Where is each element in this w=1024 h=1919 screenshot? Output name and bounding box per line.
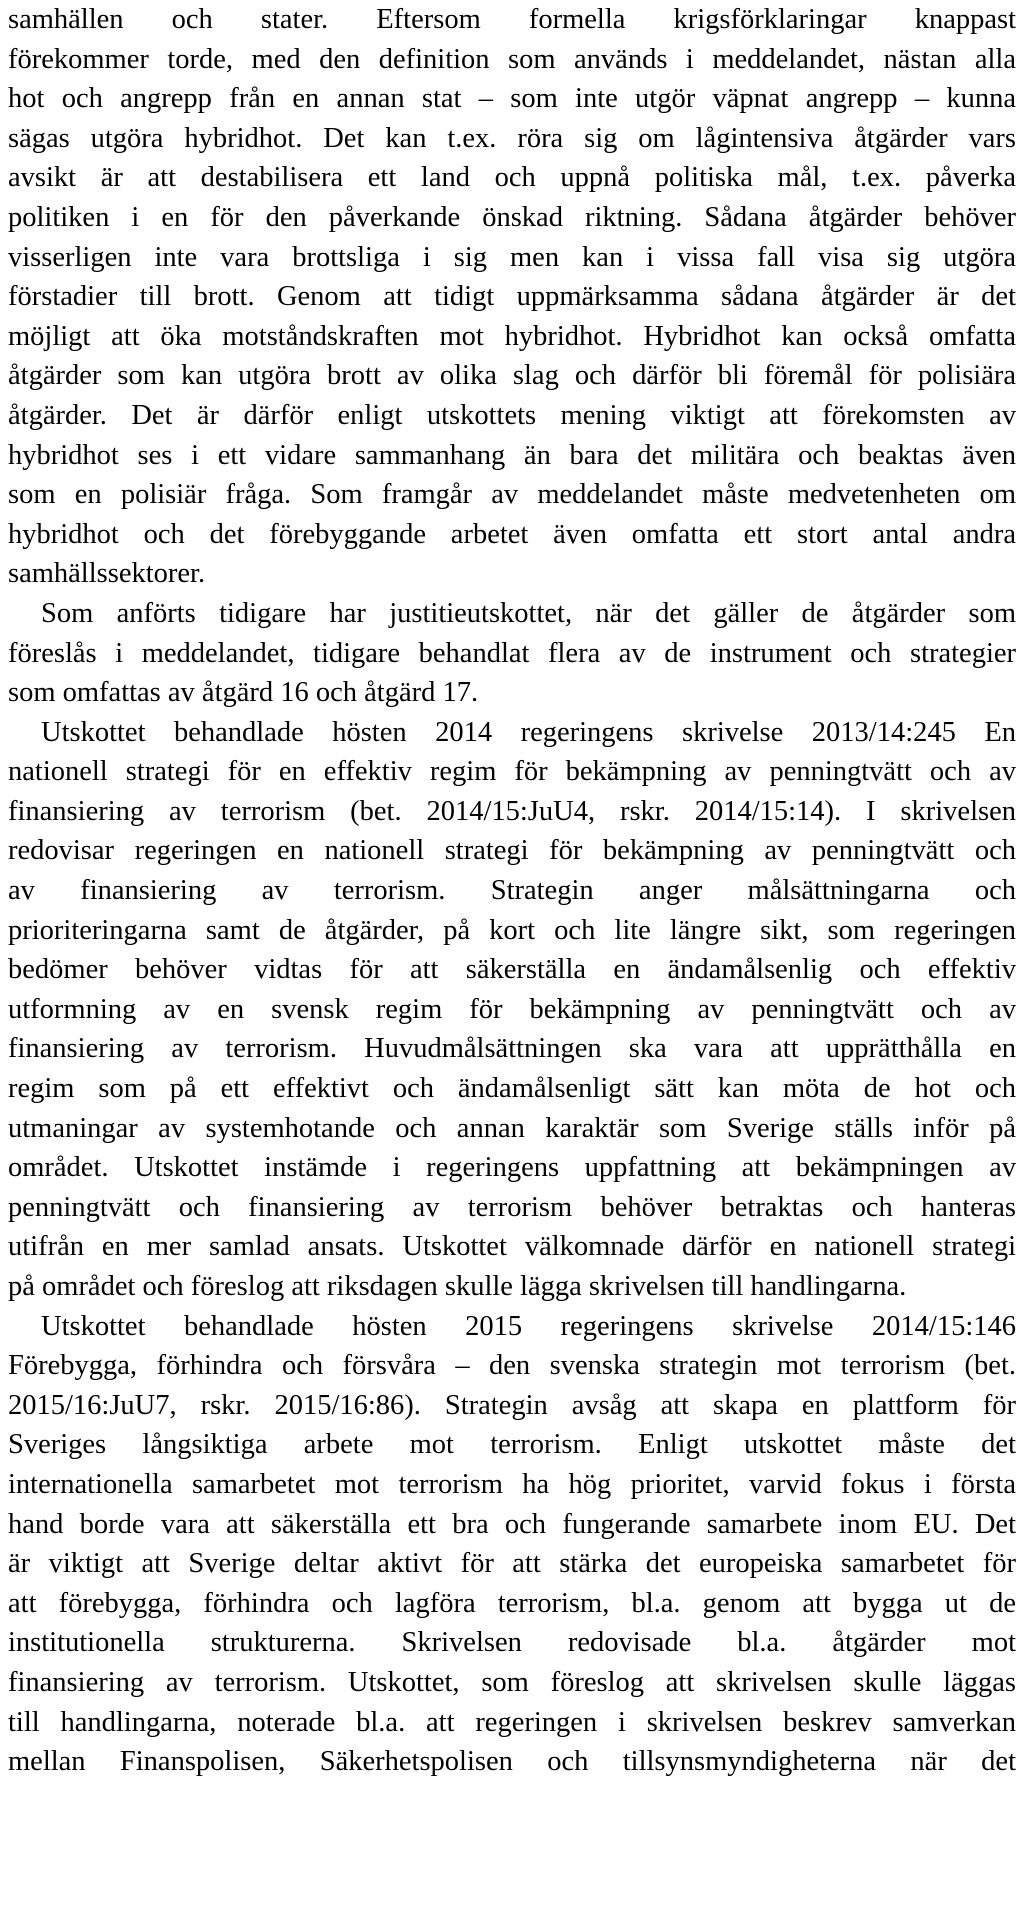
- text-line: möjligt att öka motståndskraften mot hybridhot. Hybridhot kan också omfatta: [8, 320, 1016, 352]
- document-page: [8, 0, 1016, 1782]
- paragraph: [8, 713, 1016, 1307]
- text-line: Sveriges långsiktiga arbete mot terrorism. Enligt utskottet måste det: [8, 1429, 1016, 1461]
- text-line: bedömer behöver vidtas för att säkerställa en ändamålsenlig och effektiv: [8, 954, 1016, 986]
- text-line: föreslås i meddelandet, tidigare behandlat flera av de instrument och strategier: [8, 637, 1016, 669]
- text-line: Utskottet behandlade hösten 2015 regeringens skrivelse 2014/15:146: [41, 1310, 1016, 1342]
- text-line: samhällssektorer.: [8, 558, 206, 590]
- text-line: hot och angrepp från en annan stat – som inte utgör väpnat angrepp – kunna: [8, 83, 1016, 115]
- text-line: hybridhot ses i ett vidare sammanhang än bara det militära och beaktas även: [8, 439, 1016, 471]
- text-line: är viktigt att Sverige deltar aktivt för att stärka det europeiska samarbetet för: [8, 1548, 1016, 1580]
- text-line: utmaningar av systemhotande och annan karaktär som Sverige ställs inför på: [8, 1112, 1016, 1144]
- text-line: nationell strategi för en effektiv regim för bekämpning av penningtvätt och av: [8, 756, 1016, 788]
- text-line: Utskottet behandlade hösten 2014 regeringens skrivelse 2013/14:245 En: [41, 716, 1016, 748]
- text-line: att förebygga, förhindra och lagföra terrorism, bl.a. genom att bygga ut de: [8, 1587, 1016, 1619]
- text-line: förekommer torde, med den definition som används i meddelandet, nästan alla: [8, 43, 1016, 75]
- paragraph: [8, 1307, 1016, 1782]
- paragraph: [8, 594, 1016, 713]
- text-line: på området och föreslog att riksdagen skulle lägga skrivelsen till handlingarna.: [8, 1271, 907, 1302]
- text-line: åtgärder. Det är därför enligt utskottets mening viktigt att förekomsten av: [8, 399, 1016, 431]
- text-line: Som anförts tidigare har justitieutskottet, när det gäller de åtgärder som: [41, 597, 1016, 629]
- text-line: hybridhot och det förebyggande arbetet även omfatta ett stort antal andra: [8, 518, 1016, 550]
- text-line: förstadier till brott. Genom att tidigt uppmärksamma sådana åtgärder är det: [8, 281, 1016, 313]
- text-line: sägas utgöra hybridhot. Det kan t.ex. röra sig om lågintensiva åtgärder vars: [8, 122, 1016, 154]
- text-line: av finansiering av terrorism. Strategin anger målsättningarna och: [8, 875, 1016, 907]
- text-line: internationella samarbetet mot terrorism ha hög prioritet, varvid fokus i första: [8, 1468, 1016, 1500]
- paragraph: [8, 0, 1016, 594]
- text-line: redovisar regeringen en nationell strategi för bekämpning av penningtvätt och: [8, 835, 1016, 867]
- text-line: politiken i en för den påverkande önskad riktning. Sådana åtgärder behöver: [8, 201, 1016, 233]
- text-line: avsikt är att destabilisera ett land och uppnå politiska mål, t.ex. påverka: [8, 162, 1016, 194]
- text-line: penningtvätt och finansiering av terrorism behöver betraktas och hanteras: [8, 1191, 1016, 1223]
- text-line: finansiering av terrorism. Huvudmålsättningen ska vara att upprätthålla en: [8, 1033, 1016, 1065]
- text-line: hand borde vara att säkerställa ett bra och fungerande samarbete inom EU. Det: [8, 1508, 1016, 1540]
- text-line: finansiering av terrorism. Utskottet, som föreslog att skrivelsen skulle läggas: [8, 1666, 1016, 1698]
- text-line: åtgärder som kan utgöra brott av olika slag och därför bli föremål för polisiära: [8, 360, 1016, 392]
- text-line: utifrån en mer samlad ansats. Utskottet välkomnade därför en nationell strategi: [8, 1231, 1016, 1263]
- text-line: området. Utskottet instämde i regeringens uppfattning att bekämpningen av: [8, 1152, 1016, 1184]
- text-line: regim som på ett effektivt och ändamålsenligt sätt kan möta de hot och: [8, 1073, 1016, 1105]
- text-line: som en polisiär fråga. Som framgår av meddelandet måste medvetenheten om: [8, 479, 1016, 511]
- text-line: som omfattas av åtgärd 16 och åtgärd 17.: [8, 677, 479, 709]
- text-line: mellan Finanspolisen, Säkerhetspolisen och tillsynsmyndigheterna när det: [8, 1746, 1016, 1778]
- text-line: till handlingarna, noterade bl.a. att regeringen i skrivelsen beskrev samverkan: [8, 1706, 1016, 1738]
- text-line: prioriteringarna samt de åtgärder, på kort och lite längre sikt, som regeringen: [8, 914, 1016, 946]
- text-line: finansiering av terrorism (bet. 2014/15:JuU4, rskr. 2014/15:14). I skrivelsen: [8, 795, 1016, 827]
- text-line: Förebygga, förhindra och försvåra – den svenska strategin mot terrorism (bet.: [8, 1350, 1016, 1382]
- text-line: institutionella strukturerna. Skrivelsen redovisade bl.a. åtgärder mot: [8, 1627, 1016, 1659]
- text-line: samhällen och stater. Eftersom formella krigsförklaringar knappast: [8, 4, 1016, 35]
- text-line: utformning av en svensk regim för bekämpning av penningtvätt och av: [8, 993, 1016, 1025]
- text-line: visserligen inte vara brottsliga i sig men kan i vissa fall visa sig utgöra: [8, 241, 1016, 273]
- text-line: 2015/16:JuU7, rskr. 2015/16:86). Strategin avsåg att skapa en plattform för: [8, 1389, 1016, 1421]
